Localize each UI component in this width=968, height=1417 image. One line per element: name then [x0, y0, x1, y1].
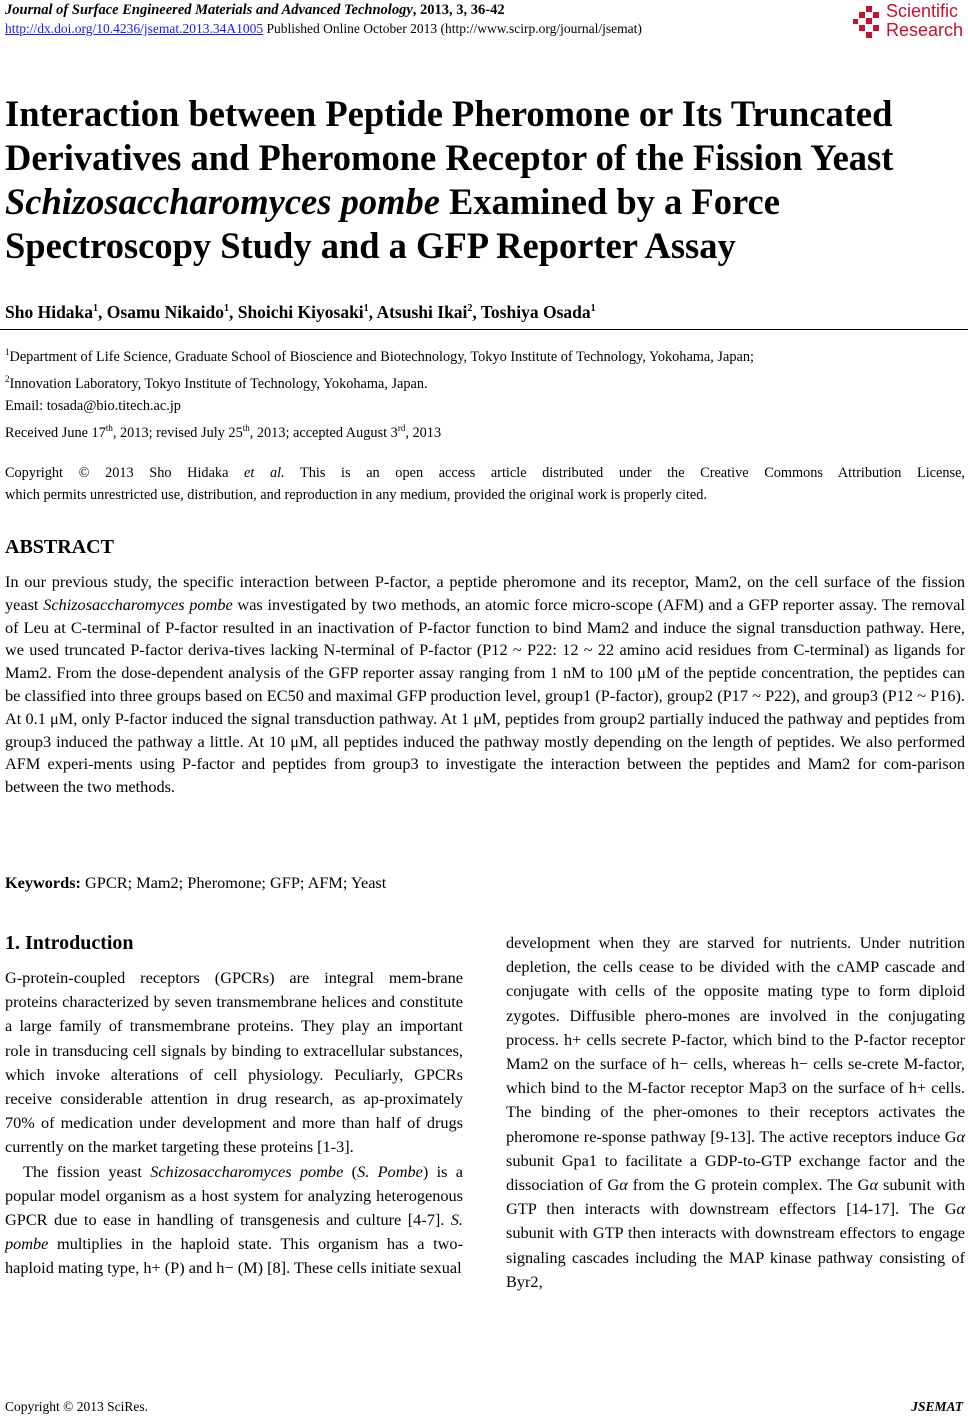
header-divider	[0, 329, 968, 330]
author: Osamu Nikaido	[106, 302, 224, 322]
abstract-body: In our previous study, the specific interaction between P-factor, a peptide pheromone and its receptor, Mam2, on the cell surface of the fission yeast Schizosaccharomyces pombe was investigated by two methods, an atomic force micro-scope (AFM) and a GFP reporter assay. The removal of Leu at C-terminal of P-factor resulted in an inactivation of P-factor function to bind Mam2 and induce the signal transduction pathway. Here, we used truncated P-factor deriva-tives lacking N-terminal of P-factor (P12 ~ P22: 12 ~ 22 amino acid residues from C-terminal) as ligands for Mam2. From the dose-dependent analysis of the GFP reporter assay ranging from 1 nM to 100 μM of the peptide concentration, the peptides can be classified into three groups based on EC50 and maximal GFP production level, group1 (P-factor), group2 (P17 ~ P22), and group3 (P12 ~ P16). At 0.1 μM, only P-factor induced the signal transduction pathway. At 1 μM, peptides from group2 partially induced the pathway and peptides from group3 induced the pathway a little. At 10 μM, all peptides induced the pathway mostly depending on the length of peptides. We also performed AFM experi-ments using P-factor and peptides from group3 to investigate the interaction between the peptides and Mam2 for com-parison between the two methods.	[5, 572, 965, 797]
footer-journal-abbrev: JSEMAT	[911, 1399, 963, 1414]
doi-line	[5, 21, 642, 37]
copyright-notice: Copyright © 2013 Sho Hidaka et al. This is an open access article distributed under the Creative Commons Attribution License, which permits unrestricted use, distribution, and reproduction in any medium, provided the original work is properly cited.	[5, 465, 965, 503]
intro-paragraph: G-protein-coupled receptors (GPCRs) are integral mem-brane proteins characterized by seven transmembrane helices and constitute a large family of transmembrane proteins. They play an important role in transducing cell signals by binding to extracellular substances, which invoke alterations of cell physiology. Peculiarly, GPCRs receive considerable attention in drug research, as ap-proximately 70% of medication under development and more than half of drugs currently on the market targeting these proteins [1-3].	[5, 968, 463, 1157]
journal-header	[5, 2, 505, 19]
section-heading-introduction: 1. Introduction	[5, 932, 134, 954]
intro-paragraph: development when they are starved for nutrients. Under nutrition depletion, the cells cease to be divided with the cAMP cascade and conjugate with cells of the opposite mating type to form diploid zygotes. Diffusible phero-mones are involved in the conjugating process. h+ cells secrete P-factor, which bind to the P-factor receptor Mam2 on the surface of h− cells, whereas h− cells se-crete M-factor, which bind to the M-factor receptor Map3 on the surface of h+ cells. The binding of the pher-omones to their receptors activates the pheromone re-sponse pathway [9-13]. The active receptors induce Gα subunit Gpa1 to facilitate a GDP-to-GTP exchange factor and the dissociation of Gα from the G protein complex. The Gα subunit with GTP then interacts with downstream effectors [14-17]. The Gα subunit with GTP then interacts with downstream effectors to engage signaling cascades including the MAP kinase pathway consisting of Byr2,	[506, 933, 965, 1291]
scientific-research-logo	[853, 2, 965, 42]
journal-volume: , 2013, 3, 36-42	[412, 2, 505, 18]
intro-paragraph: The fission yeast Schizosaccharomyces pombe (S. Pombe) is a popular model organism as a host system for analyzing heterogenous GPCR due to ease in handling of transgenesis and culture [4-7]. S. pombe multiplies in the haploid state. This organism has a two-haploid mating type, h+ (P) and h− (M) [8]. These cells initiate sexual	[5, 1161, 463, 1278]
author-list: Sho Hidaka$^1$, Osamu Nikaido$^1$, Shoichi Kiyosaki$^1$, Atsushi Ikai$^2$, Toshiya Osada$^1$	[5, 302, 596, 322]
logo-mark-icon	[853, 5, 883, 39]
published-online: Published Online October 2013 (http://www.scirp.org/journal/jsemat)	[263, 21, 642, 36]
logo-line2: Research	[886, 20, 964, 40]
affiliation-1: $^1$Department of Life Science, Graduate School of Bioscience and Biotechnology, Tokyo Institute of Technology, Yokohama, Japan;	[5, 347, 754, 365]
affiliation-2: $^2$Innovation Laboratory, Tokyo Institute of Technology, Yokohama, Japan.	[5, 373, 428, 392]
paper-title: Interaction between Peptide Pheromone or Its Truncated Derivatives and Pheromone Receptor of the Fission Yeast Schizosaccharomyces pombe Examined by a Force Spectroscopy Study and a GFP Reporter Assay	[5, 93, 894, 266]
author: Shoichi Kiyosaki	[237, 302, 364, 322]
title-species: Schizosaccharomyces pombe	[5, 181, 440, 222]
affiliations	[5, 341, 965, 417]
email: Email: tosada@bio.titech.ac.jp	[5, 397, 181, 414]
keywords: Keywords: GPCR; Mam2; Pheromone; GFP; AFM; Yeast	[5, 873, 387, 892]
intro-left-column	[5, 966, 463, 1281]
abstract-heading: ABSTRACT	[5, 536, 114, 558]
author: Atsushi Ikai	[376, 302, 468, 322]
journal-name: Journal of Surface Engineered Materials and Advanced Technology	[5, 2, 413, 18]
footer-copyright: Copyright © 2013 SciRes.	[5, 1399, 149, 1414]
doi-link[interactable]: http://dx.doi.org/10.4236/jsemat.2013.34A1005	[5, 21, 264, 36]
received-dates: Received June 17th, 2013; revised July 25th, 2013; accepted August 3rd, 2013	[5, 423, 442, 441]
intro-right-column	[506, 931, 965, 1294]
author: Sho Hidaka	[5, 302, 94, 322]
author: Toshiya Osada	[480, 302, 591, 322]
logo-line1: Scientific	[886, 1, 959, 21]
